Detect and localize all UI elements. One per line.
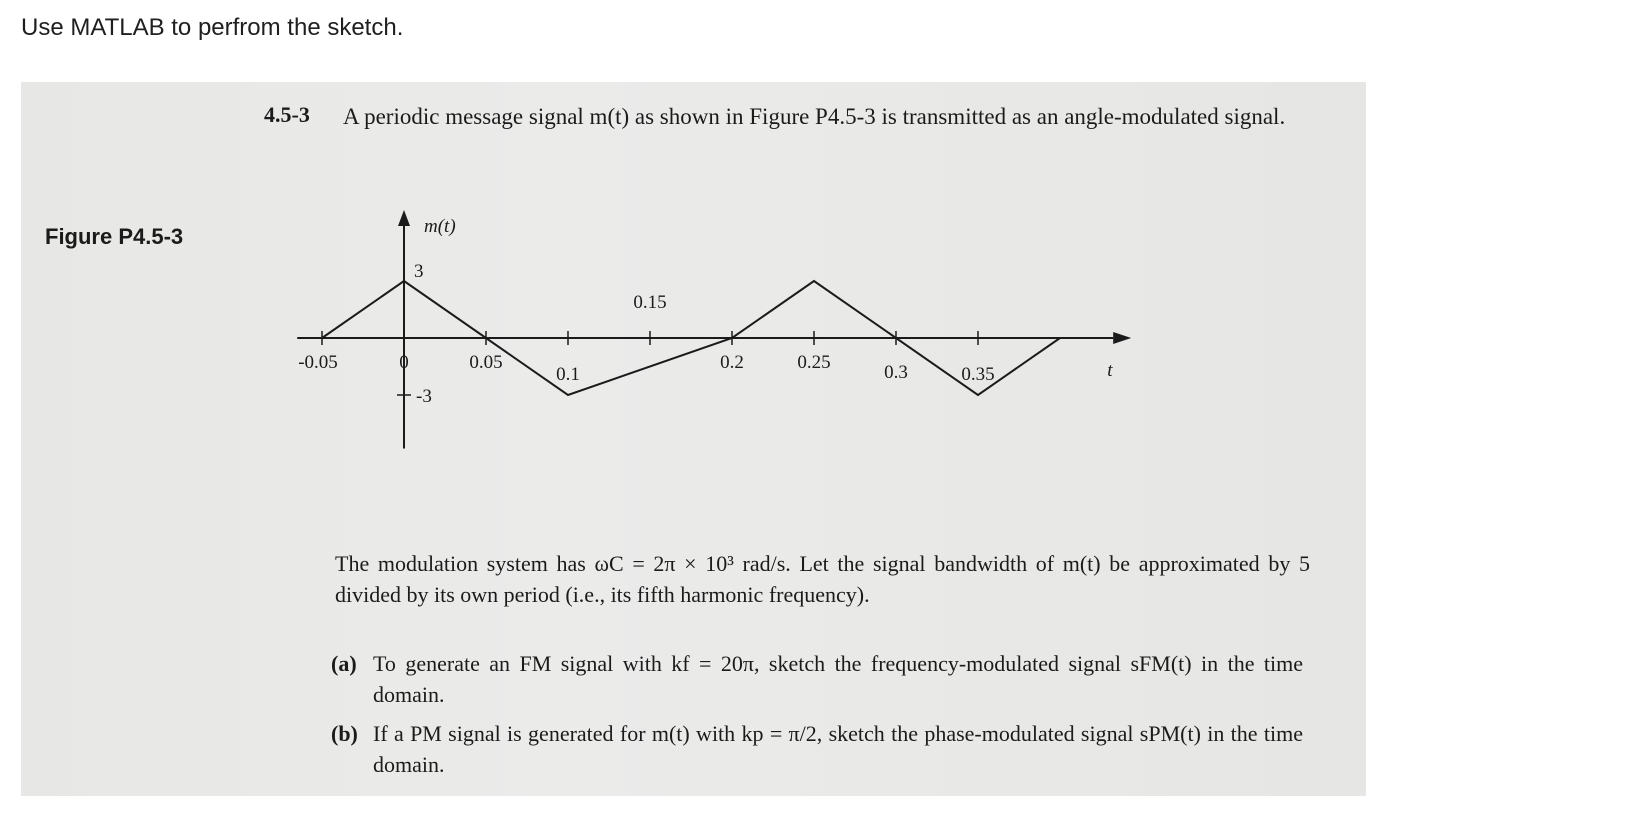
x-tick-label: 0.1 bbox=[556, 364, 580, 385]
figure-label: Figure P4.5-3 bbox=[45, 224, 184, 249]
part-b bbox=[331, 718, 1311, 780]
part-b-label: (b) bbox=[331, 721, 358, 746]
problem-statement: A periodic message signal m(t) as shown in Figure P4.5-3 is transmitted as an angle-modulated signal. bbox=[343, 104, 1286, 129]
y-axis-label: m(t) bbox=[424, 216, 456, 237]
x-tick-label: 0.35 bbox=[961, 364, 995, 385]
x-tick-label: 0.05 bbox=[469, 352, 503, 373]
x-tick-label: 0.3 bbox=[884, 362, 908, 383]
y-tick-pos: 3 bbox=[414, 261, 424, 282]
x-tick-label: 0.2 bbox=[720, 352, 744, 373]
x-axis-arrowhead bbox=[1113, 332, 1131, 344]
x-tick-label: 0.15 bbox=[633, 292, 667, 313]
modulation-paragraph: The modulation system has ωC = 2π × 10³ rad/s. Let the signal bandwidth of m(t) be approximated by 5 divided by its own period (i.e., its fifth harmonic frequency). bbox=[335, 551, 1310, 607]
plot-axes bbox=[297, 210, 1131, 449]
part-a-label: (a) bbox=[331, 651, 357, 676]
problem-number: 4.5-3 bbox=[264, 102, 310, 127]
y-axis-arrowhead bbox=[398, 210, 410, 226]
part-a-text: To generate an FM signal with kf = 20π, sketch the frequency-modulated signal sFM(t) in the time domain. bbox=[373, 651, 1303, 707]
prompt-text: Use MATLAB to perfrom the sketch. bbox=[21, 14, 404, 41]
x-axis-label: t bbox=[1107, 360, 1113, 381]
part-b-text: If a PM signal is generated for m(t) with kp = π/2, sketch the phase-modulated signal sPM(t) in the time domain. bbox=[373, 721, 1303, 777]
x-tick-label: -0.05 bbox=[298, 352, 338, 373]
y-tick-neg: -3 bbox=[416, 386, 432, 407]
part-a bbox=[331, 648, 1311, 710]
x-tick-label: 0 bbox=[399, 352, 409, 373]
x-tick-label: 0.25 bbox=[797, 352, 831, 373]
textbook-photo bbox=[21, 82, 1366, 796]
